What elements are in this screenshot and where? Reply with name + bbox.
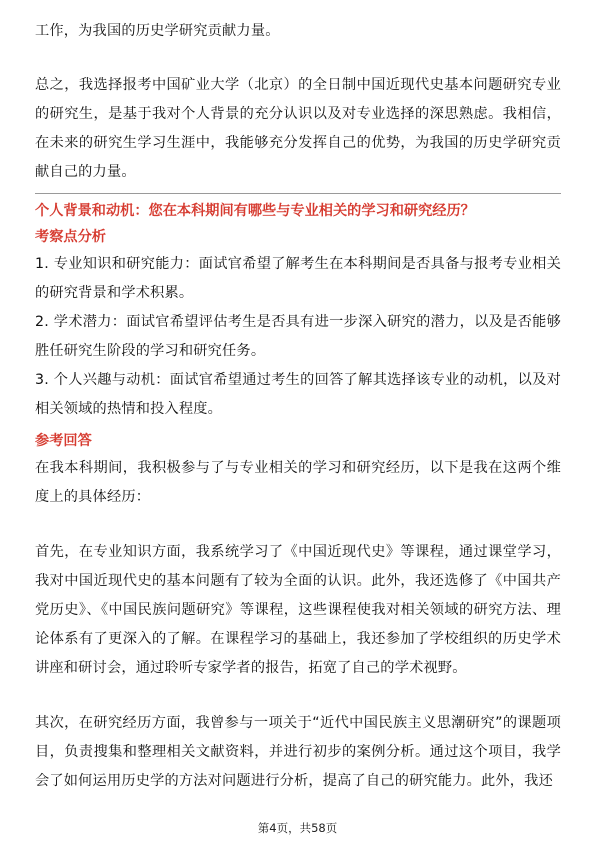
question-title: 个人背景和动机：您在本科期间有哪些与专业相关的学习和研究经历？ [35,203,475,219]
analysis-point-1: 1. 专业知识和研究能力：面试官希望了解考生在本科期间是否具备与报考专业相关的研究背景和学术积累。 [35,256,561,301]
page-footer: 第4页，共58页 [257,821,338,835]
intro-paragraph-2: 总之，我选择报考中国矿业大学（北京）的全日制中国近现代史基本问题研究专业的研究生，是基于我对个人背景的充分认识以及对专业选择的深思熟虑。我相信，在未来的研究生学习生涯中，我能够充分发挥自己的优势，为我国的历史学研究贡献自己的力量。 [35,77,561,180]
answer-paragraph-2: 首先，在专业知识方面，我系统学习了《中国近现代史》等课程，通过课堂学习，我对中国近现代史的基本问题有了较为全面的认识。此外，我还选修了《中国共产党历史》、《中国民族问题研究》等课程，这些课程使我对相关领域的研究方法、理论体系有了更深入的了解。在课程学习的基础上，我还参加了学校组织的历史学术讲座和研讨会，通过聆听专家学者的报告，拓宽了自己的学术视野。 [35,544,561,676]
answer-paragraph-1: 在我本科期间，我积极参与了与专业相关的学习和研究经历，以下是我在这两个维度上的具体经历： [35,460,561,505]
analysis-heading: 考察点分析 [35,229,106,245]
answer-paragraph-3: 其次，在研究经历方面，我曾参与一项关于“近代中国民族主义思潮研究”的课题项目，负责搜集和整理相关文献资料，并进行初步的案例分析。通过这个项目，我学会了如何运用历史学的方法对问题进行分析，提高了自己的研究能力。此外，我还 [35,715,561,789]
analysis-point-3: 3. 个人兴趣与动机：面试官希望通过考生的回答了解其选择该专业的动机，以及对相关领域的热情和投入程度。 [35,372,561,417]
intro-paragraph-1: 工作，为我国的历史学研究贡献力量。 [35,23,280,39]
answer-heading: 参考回答 [35,433,92,449]
analysis-point-2: 2. 学术潜力：面试官希望评估考生是否具有进一步深入研究的潜力，以及是否能够胜任研究生阶段的学习和研究任务。 [35,314,561,359]
document-page [35,0,561,796]
